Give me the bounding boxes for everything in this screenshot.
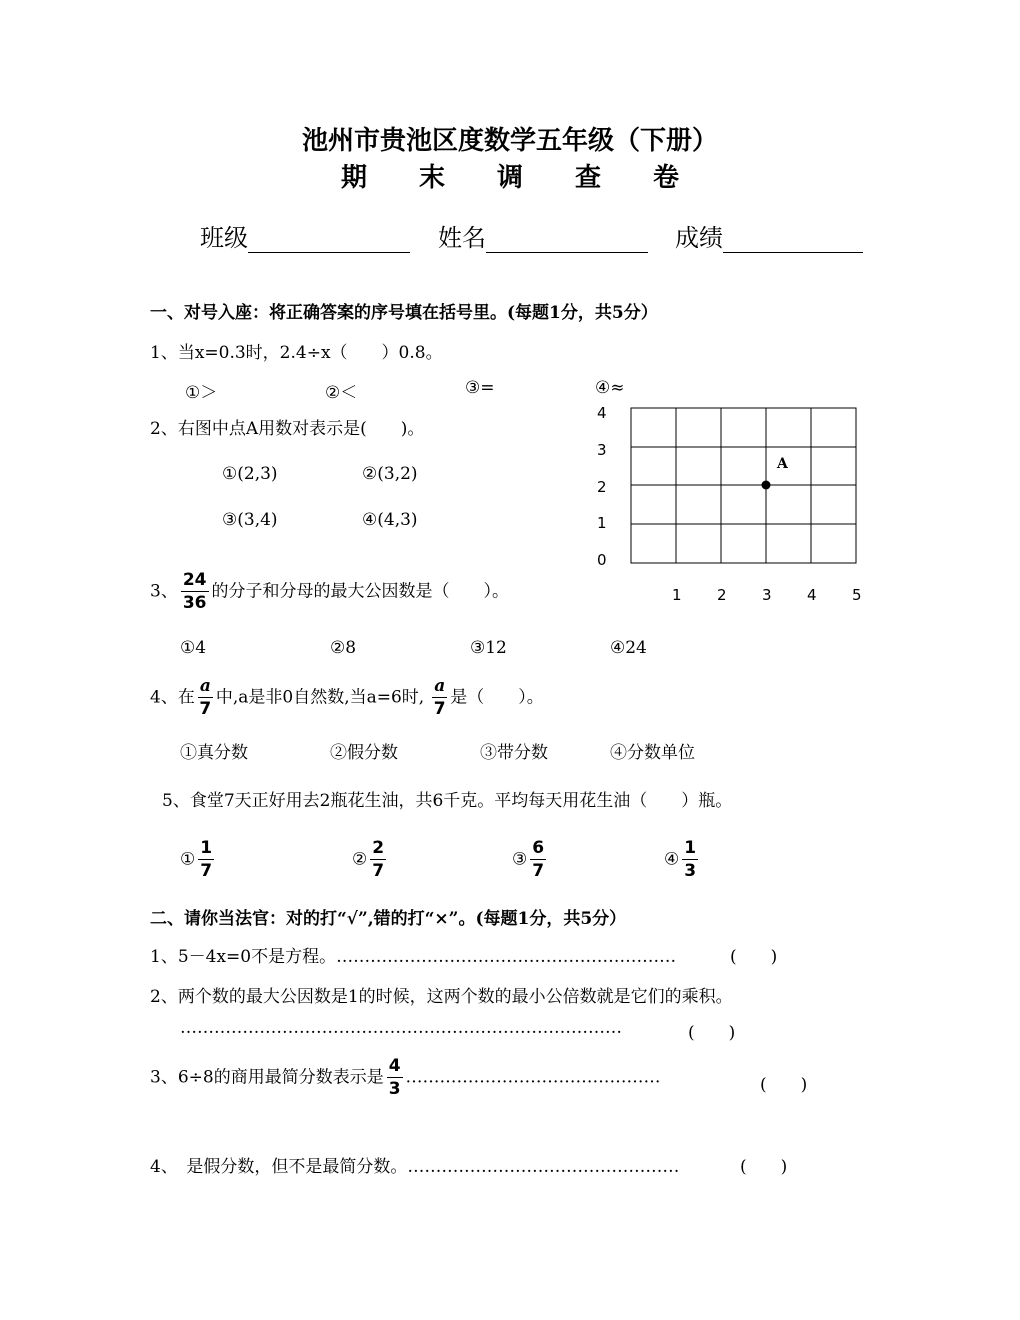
x-tick-label: 1 (672, 586, 682, 604)
fraction-denominator: 7 (532, 861, 545, 881)
fraction-numerator: 6 (532, 838, 545, 858)
fraction-denominator: 3 (388, 1079, 401, 1099)
y-tick-label: 0 (597, 551, 607, 569)
class-field[interactable] (200, 218, 410, 253)
s1-q4-option-3[interactable]: ③带分数 (480, 743, 548, 763)
x-tick-label: 5 (852, 586, 862, 604)
option-mark: ③ (512, 849, 528, 870)
s2-q2-dots: …………………………………………………………………… (180, 1018, 622, 1038)
name-field[interactable] (438, 218, 648, 253)
fraction-numerator: 2 (372, 838, 385, 858)
s1-q3-option-1[interactable]: ①4 (180, 638, 207, 658)
point-a-marker (762, 481, 771, 490)
s2-q4-dots: ………………………………………… (407, 1157, 680, 1177)
s1-q3-option-3[interactable]: ③12 (470, 638, 507, 658)
s1-q4-option-4[interactable]: ④分数单位 (610, 743, 695, 763)
x-tick-label: 2 (717, 586, 727, 604)
s2-q3-fraction (387, 1058, 403, 1098)
s1-q1-option-1[interactable]: ①＞ (185, 383, 218, 403)
s2-q1-answer-bracket[interactable]: ( ) (730, 947, 778, 967)
s1-q4-fraction-2 (432, 678, 447, 718)
page-subtitle: 期 末 调 查 卷 (340, 163, 679, 193)
option-fraction (198, 840, 214, 880)
s1-q1-option-2[interactable]: ②＜ (325, 383, 358, 403)
s2-question-3 (150, 1058, 661, 1098)
name-label: 姓名 (438, 224, 486, 252)
s1-q3-option-2[interactable]: ②8 (330, 638, 357, 658)
y-tick-label: 2 (597, 478, 607, 496)
s2-question-1 (150, 942, 676, 967)
s2-q1-text: 1、5－4x=0不是方程。 (150, 947, 337, 967)
class-blank[interactable] (248, 226, 410, 253)
s1-question-1: 1、当x=0.3时，2.4÷x（ ）0.8。 (150, 343, 443, 363)
y-tick-label: 1 (597, 514, 607, 532)
s1-q5-option-3[interactable] (512, 840, 549, 880)
s2-q4-answer-bracket[interactable]: ( ) (740, 1157, 788, 1177)
class-label: 班级 (200, 224, 248, 252)
coordinate-grid (585, 395, 885, 610)
grid-lines (631, 408, 856, 563)
s1-q2-option-3[interactable]: ③(3,4) (222, 510, 278, 530)
option-mark: ② (352, 849, 368, 870)
s1-q4-option-2[interactable]: ②假分数 (330, 743, 398, 763)
fraction-denominator: 7 (433, 699, 446, 719)
score-field[interactable] (675, 218, 863, 253)
fraction-numerator: a (434, 676, 446, 696)
section1-heading: 一、对号入座：将正确答案的序号填在括号里。(每题1分，共5分） (150, 303, 658, 323)
s1-question-2: 2、右图中点A用数对表示是( )。 (150, 419, 425, 439)
s1-q2-option-2[interactable]: ②(3,2) (362, 464, 418, 484)
s2-q4-text: 4、 是假分数，但不是最简分数。 (150, 1157, 408, 1177)
fraction-denominator: 7 (372, 861, 385, 881)
fraction-numerator: 4 (388, 1056, 401, 1076)
s1-q3-prefix: 3、 (150, 581, 178, 602)
option-fraction (530, 840, 546, 880)
s1-question-3 (150, 572, 509, 612)
s1-q4-suffix: 是（ ）。 (450, 687, 544, 708)
y-tick-label: 3 (597, 441, 607, 459)
s1-q4-middle: 中,a是非0自然数,当a=6时, (215, 687, 425, 708)
name-blank[interactable] (486, 226, 648, 253)
s2-question-2: 2、两个数的最大公因数是1的时候，这两个数的最小公倍数就是它们的乘积。 (150, 987, 733, 1007)
s1-q3-suffix: 的分子和分母的最大公因数是（ ）。 (211, 581, 509, 602)
point-a-label: A (777, 456, 788, 472)
s1-q2-option-1[interactable]: ①(2,3) (222, 464, 278, 484)
s1-q5-option-1[interactable] (180, 840, 217, 880)
fraction-numerator: a (199, 676, 211, 696)
fraction-denominator: 36 (182, 593, 207, 613)
y-tick-label: 4 (597, 404, 607, 422)
score-blank[interactable] (723, 226, 863, 253)
s1-q5-option-2[interactable] (352, 840, 389, 880)
x-tick-label: 3 (762, 586, 772, 604)
s1-q4-prefix: 4、在 (150, 687, 195, 708)
page-title: 池州市贵池区度数学五年级（下册） (301, 126, 718, 156)
option-mark: ④ (664, 849, 680, 870)
option-fraction (370, 840, 386, 880)
section2-heading: 二、请你当法官：对的打“√”,错的打“×”。(每题1分，共5分） (150, 909, 627, 929)
s2-question-4 (150, 1152, 679, 1177)
s2-q3-answer-bracket[interactable]: ( ) (760, 1075, 808, 1095)
s1-q1-option-4[interactable]: ④≈ (595, 378, 625, 398)
option-fraction (682, 840, 698, 880)
s1-q3-option-4[interactable]: ④24 (610, 638, 647, 658)
fraction-numerator: 24 (182, 570, 207, 590)
fraction-denominator: 7 (199, 699, 212, 719)
s2-q3-text: 3、6÷8的商用最简分数表示是 (150, 1067, 384, 1088)
fraction-numerator: 1 (200, 838, 213, 858)
s1-q4-option-1[interactable]: ①真分数 (180, 743, 248, 763)
s1-q5-option-4[interactable] (664, 840, 701, 880)
s2-q3-dots: ……………………………………… (405, 1067, 661, 1088)
s1-q1-option-3[interactable]: ③= (465, 378, 495, 398)
fraction-denominator: 3 (684, 861, 697, 881)
score-label: 成绩 (675, 224, 723, 252)
fraction-denominator: 7 (200, 861, 213, 881)
option-mark: ① (180, 849, 196, 870)
s1-q2-option-4[interactable]: ④(4,3) (362, 510, 418, 530)
s2-q1-dots: …………………………………………………… (336, 947, 677, 967)
x-tick-label: 4 (807, 586, 817, 604)
fraction-numerator: 1 (684, 838, 697, 858)
s1-question-5: 5、食堂7天正好用去2瓶花生油，共6千克。平均每天用花生油（ ）瓶。 (162, 791, 733, 811)
s1-q3-fraction (181, 572, 209, 612)
s1-question-4 (150, 678, 544, 718)
s2-q2-answer-bracket[interactable]: ( ) (688, 1023, 736, 1043)
s1-q4-fraction-1 (198, 678, 213, 718)
